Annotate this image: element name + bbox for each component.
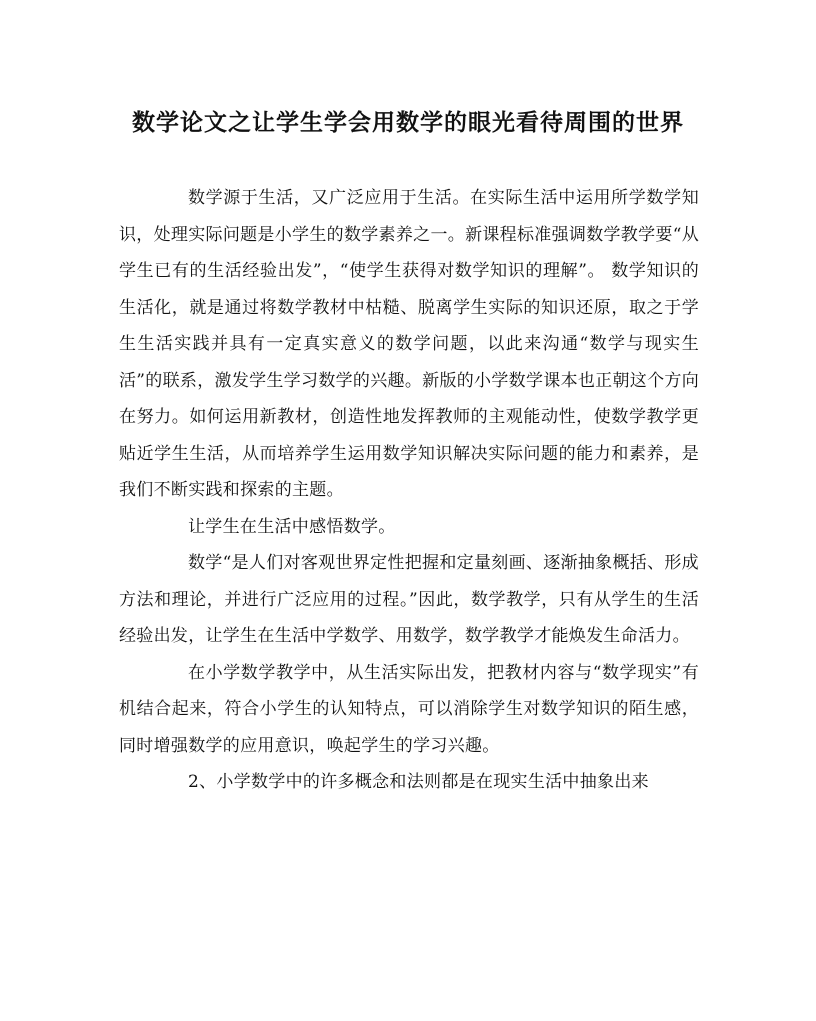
document-title: 数学论文之让学生学会用数学的眼光看待周围的世界 [132,109,684,136]
paragraph: 在小学数学教学中，从生活实际出发，把教材内容与“数学现实”有机结合起来，符合小学生的认知特点，可以消除学生对数学知识的陌生感，同时增强数学的应用意识，唤起学生的学习兴趣。 [119,662,699,756]
paragraph: 数学“是人们对客观世界定性把握和定量刻画、逐渐抽象概括、形成方法和理论，并进行广泛应用的过程。”因此，数学教学，只有从学生的生活经验出发，让学生在生活中学数学、用数学，数学教学才能焕发生命活力。 [119,553,699,646]
document-body [119,180,699,801]
paragraph: 2、小学数学中的许多概念和法则都是在现实生活中抽象出来 [188,772,649,792]
paragraph: 数学源于生活，又广泛应用于生活。在实际生活中运用所学数学知识，处理实际问题是小学生的数学素养之一。新课程标准强调数学教学要“从学生已有的生活经验出发”，“使学生获得对数学知识的理解”。 数学知识的生活化，就是通过将数学教材中枯糙、脱离学生实际的知识还原，取之于学生生活实践并具有一定真实意义的数学问题，以此来沟通“数学与现实生活”的联系，激发学生学习数学的兴趣。新版的小学数学课本也正朝这个方向在努力。如何运用新教材，创造性地发挥教师的主观能动性，使数学教学更贴近学生生活，从而培养学生运用数学知识解决实际问题的能力和素养，是我们不断实践和探索的主题。 [119,188,699,500]
paragraph: 让学生在生活中感悟数学。 [188,516,396,537]
